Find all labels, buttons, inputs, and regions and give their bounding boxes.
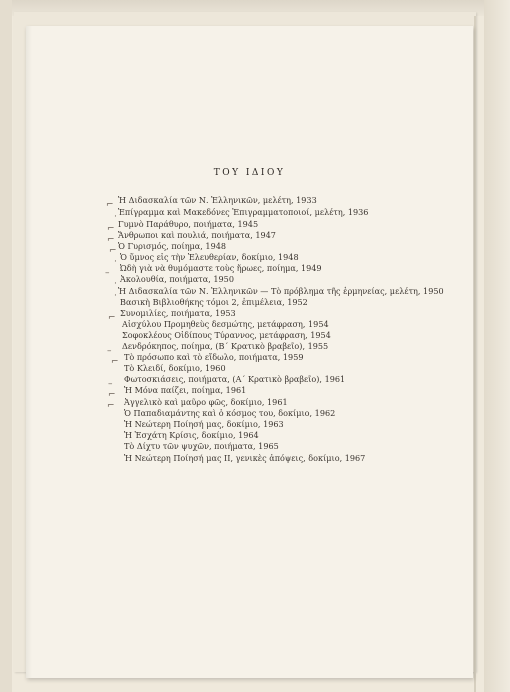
list-item: Ὁ Παπαδιαμάντης καὶ ὁ κόσμος του, δοκίμιο, 1962 [124, 408, 336, 418]
list-item: Γυμνὸ Παράθυρο, ποιήματα, 1945 [118, 219, 259, 229]
list-item: Ἄνθρωποι καὶ πουλιά, ποιήματα, 1947 [118, 230, 276, 240]
pencil-tick-mark: · [114, 257, 117, 267]
pencil-tick-mark: · [114, 291, 117, 301]
pencil-tick-mark: ⌐ [108, 313, 116, 323]
list-item: Τὸ Δίχτυ τῶν ψυχῶν, ποιήματα, 1965 [124, 441, 279, 451]
pencil-tick-mark: – [105, 268, 110, 278]
list-item: Ἀγγελικὸ καὶ μαῦρο φῶς, δοκίμιο, 1961 [124, 397, 288, 407]
table-background-left [0, 0, 12, 692]
page-heading: ΤΟΥ ΙΔΙΟΥ [213, 168, 286, 178]
pencil-tick-mark: ⌐ [109, 246, 117, 256]
list-item: Βασικὴ Βιβλιοθήκης τόμοι 2, ἐπιμέλεια, 1952 [120, 297, 308, 307]
list-item: Φωτοσκιάσεις, ποιήματα, (Α΄ Κρατικὸ βραβεῖο), 1961 [124, 374, 346, 384]
list-item: Ἀκολουθία, ποιήματα, 1950 [120, 274, 234, 284]
page-fold [474, 16, 476, 692]
list-item: Ἡ Νεώτερη Ποίησή μας, δοκίμιο, 1963 [124, 419, 284, 429]
pencil-tick-mark: – [107, 346, 112, 356]
list-item: Αἰσχύλου Προμηθεὺς δεσμώτης, μετάφραση, 1954 [122, 319, 329, 329]
list-item: Ἐπίγραμμα καὶ Μακεδόνες Ἐπιγραμματοποιοί, μελέτη, 1936 [118, 207, 369, 217]
list-item: Ἡ Διδασκαλία τῶν Ν. Ἑλληνικῶν, μελέτη, 1933 [118, 195, 317, 205]
list-item: Ὠδὴ γιὰ νὰ θυμόμαστε τοὺς ἥρωες, ποίημα, 1949 [120, 263, 322, 273]
pencil-tick-mark: ⌐ [107, 235, 115, 245]
list-item: Ἡ Διδασκαλία τῶν Ν. Ἑλληνικῶν — Τὸ πρόβλημα τῆς ἑρμηνείας, μελέτη, 1950 [118, 286, 444, 296]
list-item: Ὁ ὕμνος εἰς τὴν Ἐλευθερίαν, δοκίμιο, 1948 [120, 252, 299, 262]
list-item: Ἡ Μόνα παίζει, ποίημα, 1961 [124, 385, 247, 395]
list-item: Τὸ πρόσωπο καὶ τὸ εἴδωλο, ποιήματα, 1959 [124, 352, 304, 362]
pencil-tick-mark: ⌐ [107, 401, 115, 411]
list-item: Σοφοκλέους Οἰδίπους Τύραννος, μετάφραση, 1954 [122, 330, 331, 340]
list-item: Τὸ Κλειδί, δοκίμιο, 1960 [124, 363, 226, 373]
list-item: Συνομιλίες, ποιήματα, 1953 [120, 308, 236, 318]
next-page-edge [484, 0, 510, 692]
pencil-tick-mark: – [108, 379, 113, 389]
pencil-tick-mark: ⌐ [108, 390, 116, 400]
pencil-tick-mark: ⌐ [106, 200, 114, 210]
list-item: Ἡ Νεώτερη Ποίησή μας ΙΙ, γενικὲς ἀπόψεις, δοκίμιο, 1967 [124, 453, 366, 463]
pencil-tick-mark: · [114, 279, 117, 289]
page-shadow [26, 26, 32, 678]
pencil-tick-mark: ⌐ [107, 224, 115, 234]
list-item: Ὁ Γυρισμός, ποίημα, 1948 [118, 241, 227, 251]
list-item: Ἡ Ἐσχάτη Κρίσις, δοκίμιο, 1964 [124, 430, 259, 440]
list-item: Δενδρόκηπος, ποίημα, (Β΄ Κρατικὸ βραβεῖο), 1955 [122, 341, 329, 351]
pencil-tick-mark: ⌐ [111, 357, 119, 367]
pencil-tick-mark: · [114, 212, 117, 222]
